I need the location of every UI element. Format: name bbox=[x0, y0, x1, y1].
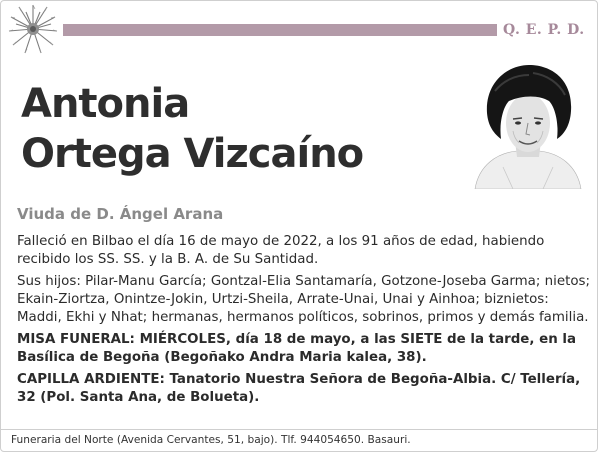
chapel-text: CAPILLA ARDIENTE: Tanatorio Nuestra Señora de Begoña-Albia. C/ Tellería, 32 (Pol. Santa Ana, de Bolueta). bbox=[17, 372, 581, 405]
portrait-photo bbox=[473, 61, 583, 189]
qepd-label: Q. E. P. D. bbox=[503, 22, 585, 38]
footer-divider bbox=[1, 429, 598, 430]
first-name: Antonia bbox=[21, 81, 190, 127]
last-name: Ortega Vizcaíno bbox=[21, 131, 364, 177]
announcement-text: Falleció en Bilbao el día 16 de mayo de 2022, a los 91 años de edad, habiendo recibido los SS. SS. y la B. A. de Su Santidad. bbox=[17, 234, 545, 267]
obituary-body bbox=[17, 233, 593, 411]
flower-icon bbox=[7, 3, 59, 55]
header-rule bbox=[63, 24, 497, 36]
funeral-mass-text: MISA FUNERAL: MIÉRCOLES, día 18 de mayo, a las SIETE de la tarde, en la Basílica de Begoña (Begoñako Andra Maria kalea, 38). bbox=[17, 332, 577, 365]
family-text: Sus hijos: Pilar-Manu García; Gontzal-Elia Santamaría, Gotzone-Joseba Garma; nietos; Ekain-Ziortza, Onintze-Jokin, Urtzi-Sheila, Arrate-Unai, Unai y Ainhoa; biznietos: Maddi, Ekhi y Nhat; hermanas, hermanos políticos, sobrinos, primos y demás familia. bbox=[17, 274, 591, 325]
funeral-home-footer: Funeraria del Norte (Avenida Cervantes, 51, bajo). Tlf. 944054650. Basauri. bbox=[11, 434, 411, 446]
subtitle-widow: Viuda de D. Ángel Arana bbox=[17, 205, 224, 223]
deceased-name bbox=[21, 79, 363, 179]
